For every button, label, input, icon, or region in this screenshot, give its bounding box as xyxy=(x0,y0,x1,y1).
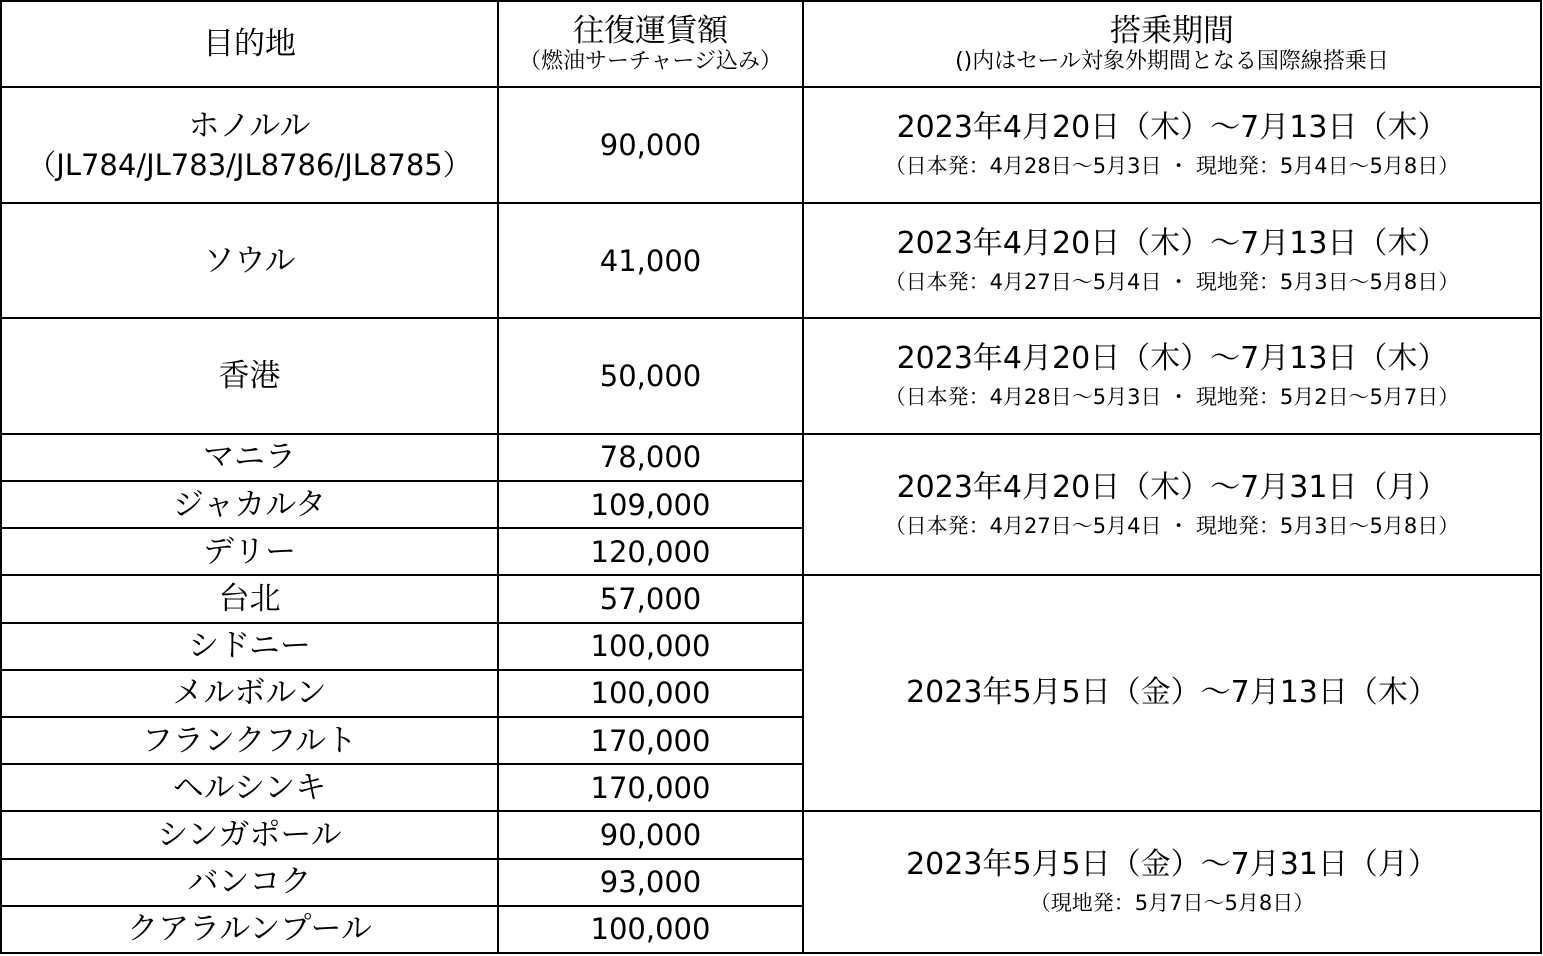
fare-cell: 41,000 xyxy=(498,203,803,318)
period-main: 2023年5月5日（金）～7月31日（月） xyxy=(906,847,1438,883)
destination-cell: シンガポール xyxy=(1,811,498,858)
table-row xyxy=(1,575,1541,622)
fare-cell: 90,000 xyxy=(498,811,803,858)
period-main: 2023年4月20日（木）～7月31日（月） xyxy=(896,469,1448,505)
period-cell xyxy=(803,87,1541,202)
header-destination-label: 目的地 xyxy=(203,26,296,63)
fare-cell: 90,000 xyxy=(498,87,803,202)
table-row xyxy=(1,434,1541,481)
destination-cell: フランクフルト xyxy=(1,717,498,764)
period-note: （日本発：4月27日～5月4日 ・ 現地発：5月3日～5月8日） xyxy=(884,269,1460,294)
period-main: 2023年4月20日（木）～7月13日（木） xyxy=(896,110,1448,146)
period-main: 2023年5月5日（金）～7月13日（木） xyxy=(906,675,1438,711)
fare-cell: 100,000 xyxy=(498,623,803,670)
header-period-note: ()内はセール対象外期間となる国際線搭乗日 xyxy=(955,49,1389,75)
destination-cell: マニラ xyxy=(1,434,498,481)
fare-cell: 57,000 xyxy=(498,575,803,622)
fare-cell: 78,000 xyxy=(498,434,803,481)
period-note: （日本発：4月28日～5月3日 ・ 現地発：5月4日～5月8日） xyxy=(884,154,1460,179)
fare-cell: 50,000 xyxy=(498,318,803,433)
header-row xyxy=(1,1,1541,87)
fare-cell: 100,000 xyxy=(498,906,803,953)
period-cell xyxy=(803,203,1541,318)
period-cell xyxy=(803,575,1541,811)
period-note: （現地発：5月7日～5月8日） xyxy=(1029,891,1315,916)
fare-cell: 120,000 xyxy=(498,528,803,575)
period-cell xyxy=(803,811,1541,953)
fare-cell: 170,000 xyxy=(498,717,803,764)
destination-cell: 香港 xyxy=(1,318,498,433)
destination-cell: ヘルシンキ xyxy=(1,764,498,811)
table-row xyxy=(1,318,1541,433)
period-main: 2023年4月20日（木）～7月13日（木） xyxy=(896,225,1448,261)
period-cell xyxy=(803,434,1541,576)
header-fare-label: 往復運賃額 xyxy=(573,13,728,50)
fare-cell: 93,000 xyxy=(498,859,803,906)
destination-cell: メルボルン xyxy=(1,670,498,717)
period-main: 2023年4月20日（木）～7月13日（木） xyxy=(896,341,1448,377)
destination-cell xyxy=(1,87,498,202)
fare-cell: 100,000 xyxy=(498,670,803,717)
header-fare xyxy=(498,1,803,87)
destination-cell: シドニー xyxy=(1,623,498,670)
destination-name: ホノルル xyxy=(188,108,311,145)
destination-flights: （JL784/JL783/JL8786/JL8785） xyxy=(27,148,472,183)
fare-cell: 170,000 xyxy=(498,764,803,811)
header-destination xyxy=(1,1,498,87)
destination-cell: デリー xyxy=(1,528,498,575)
period-note: （日本発：4月27日～5月4日 ・ 現地発：5月3日～5月8日） xyxy=(884,513,1460,538)
destination-cell: ソウル xyxy=(1,203,498,318)
header-fare-note: （燃油サーチャージ込み） xyxy=(519,49,782,75)
header-period xyxy=(803,1,1541,87)
destination-cell: ジャカルタ xyxy=(1,481,498,528)
table-row xyxy=(1,87,1541,202)
table-row xyxy=(1,811,1541,858)
fare-cell: 109,000 xyxy=(498,481,803,528)
destination-cell: バンコク xyxy=(1,859,498,906)
header-period-label: 搭乗期間 xyxy=(1110,13,1234,50)
destination-cell: 台北 xyxy=(1,575,498,622)
period-cell xyxy=(803,318,1541,433)
table-row xyxy=(1,203,1541,318)
destination-cell: クアラルンプール xyxy=(1,906,498,953)
period-note: （日本発：4月28日～5月3日 ・ 現地発：5月2日～5月7日） xyxy=(884,385,1460,410)
